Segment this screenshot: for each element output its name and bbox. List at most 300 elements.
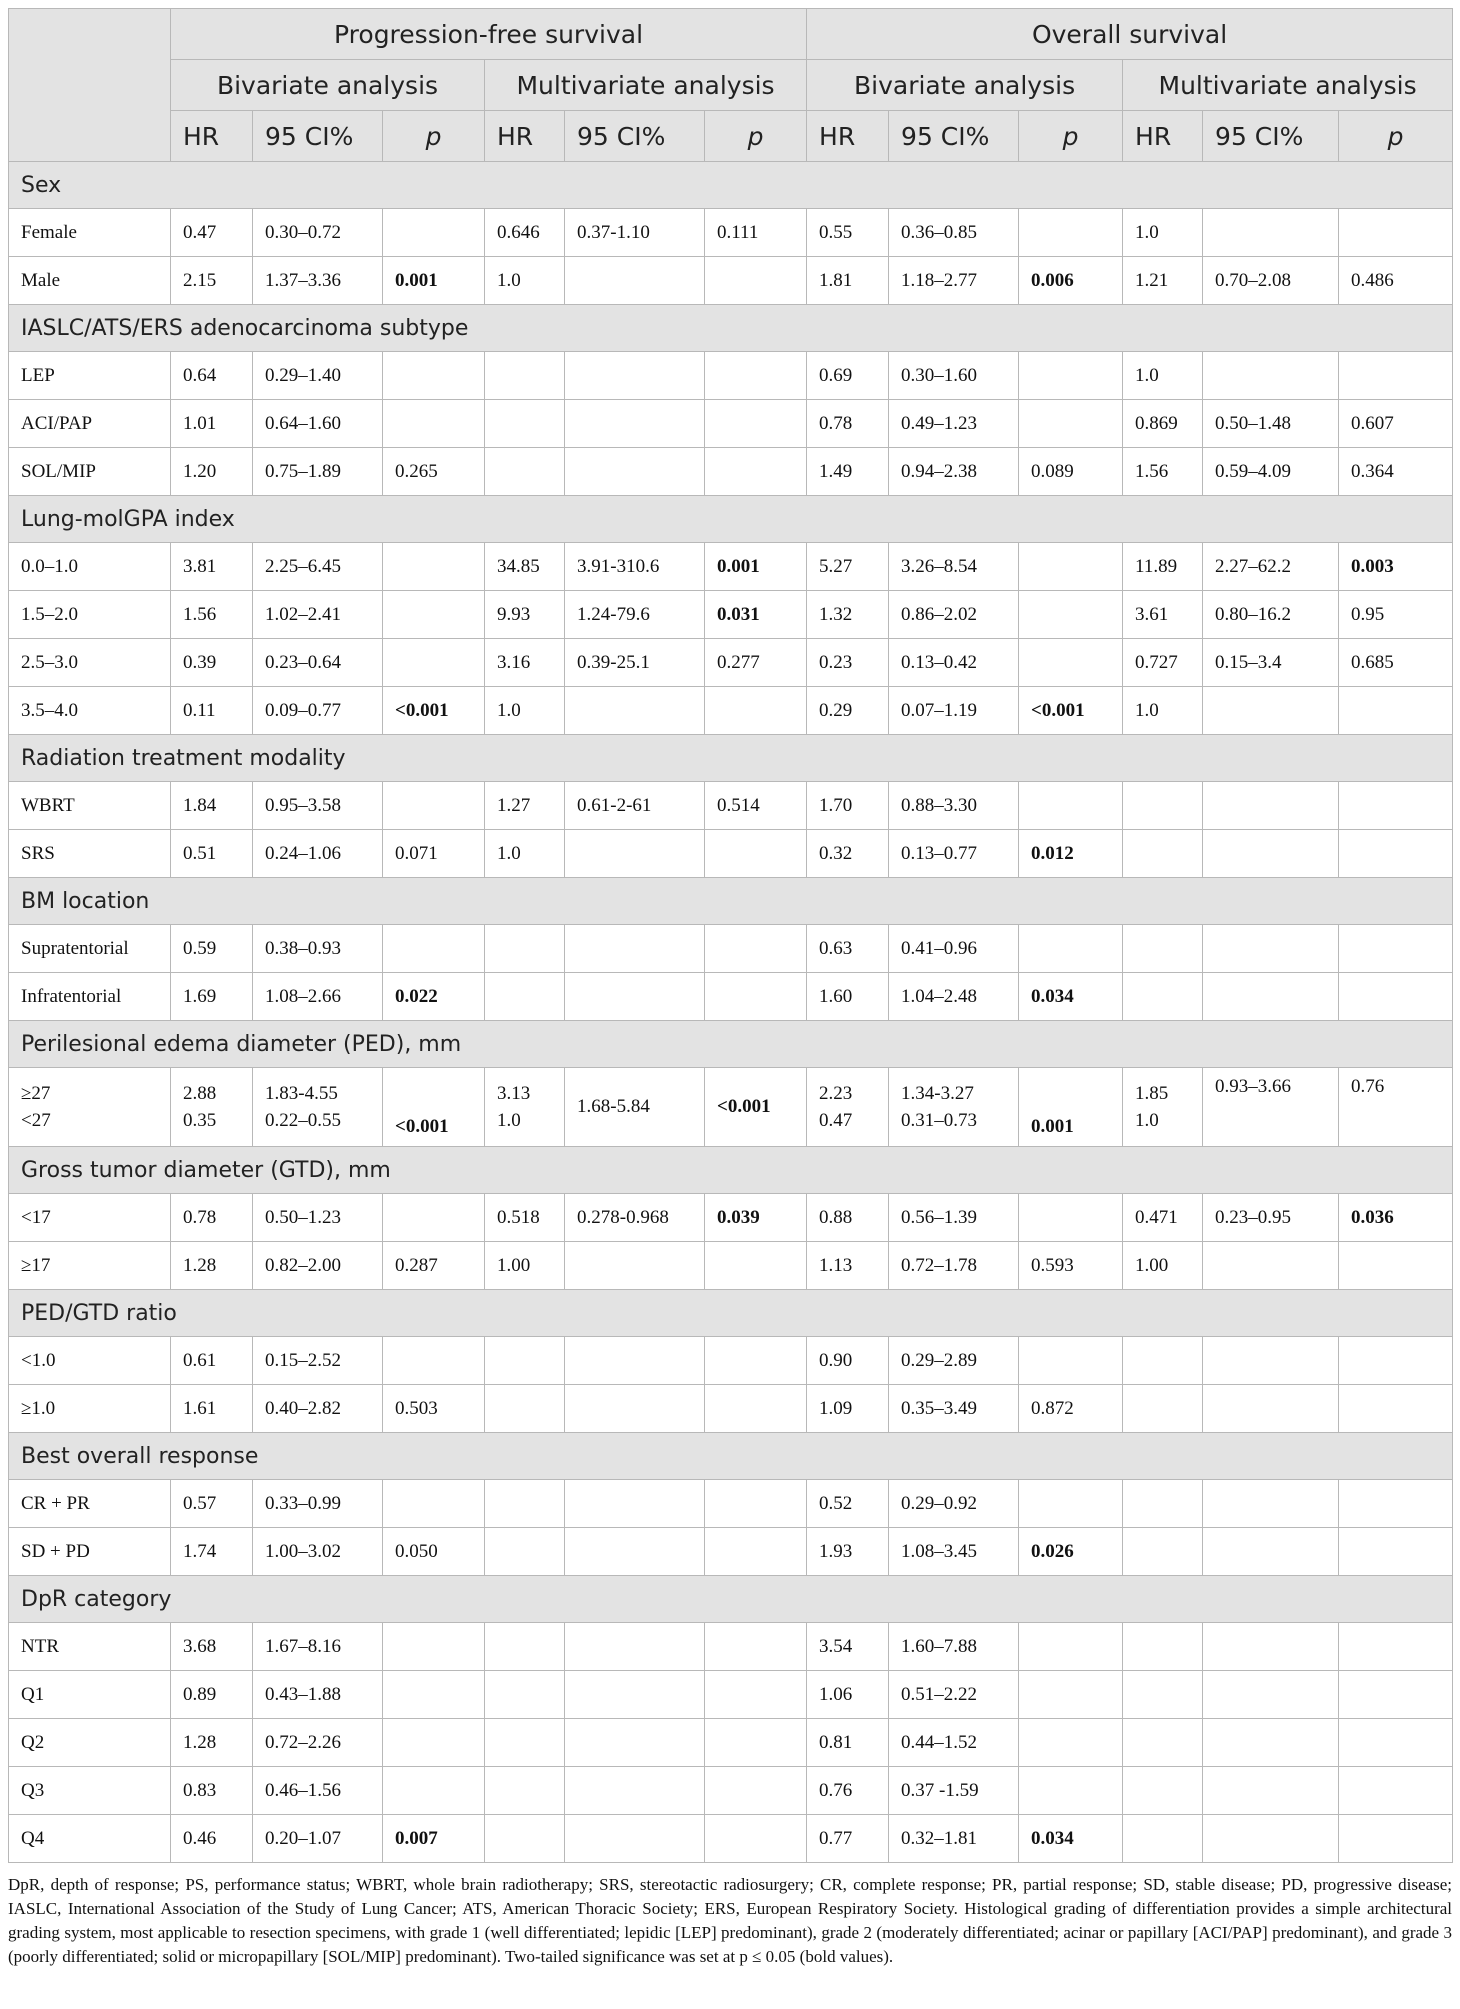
table-cell xyxy=(1203,1528,1339,1576)
table-cell: 0.94–2.38 xyxy=(889,448,1019,496)
table-cell xyxy=(1123,1385,1203,1433)
significant-value: 0.001 xyxy=(395,269,438,291)
table-cell: 0.287 xyxy=(383,1242,485,1290)
table-cell: 0.51 xyxy=(171,830,253,878)
table-cell xyxy=(705,1528,807,1576)
table-cell xyxy=(1019,782,1123,830)
header-os-multivariate: Multivariate analysis xyxy=(1123,60,1453,111)
table-cell: 1.56 xyxy=(1123,448,1203,496)
table-cell: 0.13–0.42 xyxy=(889,639,1019,687)
significant-value: 0.001 xyxy=(717,555,760,577)
table-cell: 5.27 xyxy=(807,543,889,591)
table-cell xyxy=(1339,1242,1453,1290)
table-cell: 1.32 xyxy=(807,591,889,639)
table-cell: 1.00–3.02 xyxy=(253,1528,383,1576)
row-label: LEP xyxy=(9,352,171,400)
table-row xyxy=(9,1719,1453,1767)
table-cell xyxy=(1019,1337,1123,1385)
row-label: Supratentorial xyxy=(9,925,171,973)
table-cell xyxy=(565,1719,705,1767)
table-cell: 1.0 xyxy=(1123,352,1203,400)
section-row xyxy=(9,1576,1453,1623)
header-blank xyxy=(9,9,171,162)
table-cell: 0.88–3.30 xyxy=(889,782,1019,830)
table-cell xyxy=(383,1671,485,1719)
table-cell: 1.27 xyxy=(485,782,565,830)
table-cell: 0.40–2.82 xyxy=(253,1385,383,1433)
table-cell: 0.503 xyxy=(383,1385,485,1433)
table-row-ped xyxy=(9,1068,1453,1147)
table-cell: 0.51–2.22 xyxy=(889,1671,1019,1719)
table-cell: 0.70–2.08 xyxy=(1203,257,1339,305)
table-cell xyxy=(1123,1480,1203,1528)
cell-line: 0.47 xyxy=(819,1110,853,1131)
table-cell: 0.471 xyxy=(1123,1194,1203,1242)
table-cell xyxy=(1339,1767,1453,1815)
table-cell: 0.46–1.56 xyxy=(253,1767,383,1815)
table-cell: 0.72–2.26 xyxy=(253,1719,383,1767)
table-cell xyxy=(565,687,705,735)
table-cell xyxy=(1019,591,1123,639)
table-cell xyxy=(485,1815,565,1863)
cell-line: <27 xyxy=(21,1110,51,1131)
table-cell: 1.56 xyxy=(171,591,253,639)
table-cell: 0.486 xyxy=(1339,257,1453,305)
table-cell xyxy=(1339,543,1453,591)
table-cell: 1.0 xyxy=(485,830,565,878)
table-row xyxy=(9,1194,1453,1242)
row-label: Male xyxy=(9,257,171,305)
row-label: ≥17 xyxy=(9,1242,171,1290)
table-cell xyxy=(485,925,565,973)
table-cell: 0.32 xyxy=(807,830,889,878)
table-cell: 0.29 xyxy=(807,687,889,735)
significant-value: <0.001 xyxy=(717,1096,771,1117)
table-cell xyxy=(1019,687,1123,735)
table-cell xyxy=(1339,830,1453,878)
table-cell xyxy=(383,1480,485,1528)
table-cell xyxy=(705,687,807,735)
row-label: WBRT xyxy=(9,782,171,830)
row-label: <17 xyxy=(9,1194,171,1242)
table-cell: 1.49 xyxy=(807,448,889,496)
table-cell: 0.78 xyxy=(171,1194,253,1242)
table-cell: 0.39-25.1 xyxy=(565,639,705,687)
table-cell: 1.04–2.48 xyxy=(889,973,1019,1021)
table-cell: 0.38–0.93 xyxy=(253,925,383,973)
significant-value: 0.026 xyxy=(1031,1540,1074,1562)
table-cell: 0.72–1.78 xyxy=(889,1242,1019,1290)
significant-value: 0.039 xyxy=(717,1206,760,1228)
table-cell xyxy=(705,1194,807,1242)
table-cell xyxy=(1203,925,1339,973)
table-cell: 0.50–1.23 xyxy=(253,1194,383,1242)
cell-line: 1.0 xyxy=(1135,1110,1159,1131)
table-cell: 0.20–1.07 xyxy=(253,1815,383,1863)
table-cell xyxy=(1339,1337,1453,1385)
table-cell: 0.09–0.77 xyxy=(253,687,383,735)
cell-line: 0.31–0.73 xyxy=(901,1110,978,1131)
table-cell xyxy=(1203,1242,1339,1290)
cell-line: ≥27 xyxy=(21,1083,51,1104)
table-cell: 1.68-5.84 xyxy=(565,1068,705,1147)
table-cell xyxy=(1123,1767,1203,1815)
table-cell xyxy=(253,1068,383,1147)
header-hr: HR xyxy=(485,111,565,162)
row-label: ACI/PAP xyxy=(9,400,171,448)
table-cell: 1.08–3.45 xyxy=(889,1528,1019,1576)
table-cell xyxy=(1123,782,1203,830)
section-title: IASLC/ATS/ERS adenocarcinoma subtype xyxy=(9,305,1453,352)
table-row xyxy=(9,352,1453,400)
table-cell: 0.43–1.88 xyxy=(253,1671,383,1719)
table-cell: 0.95 xyxy=(1339,591,1453,639)
table-cell: 0.88 xyxy=(807,1194,889,1242)
table-cell xyxy=(1019,830,1123,878)
table-cell xyxy=(485,1068,565,1147)
table-cell: 1.01 xyxy=(171,400,253,448)
table-cell xyxy=(383,687,485,735)
table-cell xyxy=(705,448,807,496)
table-cell xyxy=(485,1671,565,1719)
table-cell: 0.23 xyxy=(807,639,889,687)
table-cell xyxy=(1203,352,1339,400)
table-row xyxy=(9,448,1453,496)
table-cell xyxy=(1203,1480,1339,1528)
significant-value: 0.031 xyxy=(717,603,760,625)
table-cell: 0.59 xyxy=(171,925,253,973)
survival-analysis-table xyxy=(8,8,1453,1863)
table-cell xyxy=(485,1385,565,1433)
section-row xyxy=(9,735,1453,782)
table-cell: 0.089 xyxy=(1019,448,1123,496)
table-cell: 0.29–2.89 xyxy=(889,1337,1019,1385)
table-cell xyxy=(1019,1528,1123,1576)
table-cell xyxy=(383,400,485,448)
table-row xyxy=(9,1528,1453,1576)
table-cell xyxy=(1339,925,1453,973)
table-cell: 3.68 xyxy=(171,1623,253,1671)
section-title: Best overall response xyxy=(9,1433,1453,1480)
table-cell: 0.37 -1.59 xyxy=(889,1767,1019,1815)
table-cell xyxy=(565,1385,705,1433)
table-cell xyxy=(1123,1719,1203,1767)
table-row xyxy=(9,1337,1453,1385)
section-row xyxy=(9,496,1453,543)
table-cell xyxy=(485,973,565,1021)
table-cell xyxy=(565,1242,705,1290)
table-cell xyxy=(1123,1623,1203,1671)
section-row xyxy=(9,1290,1453,1337)
row-label: ≥1.0 xyxy=(9,1385,171,1433)
table-cell: 0.86–2.02 xyxy=(889,591,1019,639)
table-cell: 0.77 xyxy=(807,1815,889,1863)
table-cell xyxy=(1203,1719,1339,1767)
significant-value: 0.007 xyxy=(395,1827,438,1849)
cell-line: 2.88 xyxy=(183,1083,217,1104)
table-cell xyxy=(1339,1671,1453,1719)
table-cell: 0.277 xyxy=(705,639,807,687)
table-cell: 0.727 xyxy=(1123,639,1203,687)
table-cell: 0.80–16.2 xyxy=(1203,591,1339,639)
table-cell: 1.08–2.66 xyxy=(253,973,383,1021)
table-cell xyxy=(485,352,565,400)
section-title: BM location xyxy=(9,878,1453,925)
table-cell: 0.518 xyxy=(485,1194,565,1242)
table-cell xyxy=(1019,1480,1123,1528)
table-cell xyxy=(1339,1623,1453,1671)
table-cell xyxy=(705,1719,807,1767)
table-row xyxy=(9,257,1453,305)
significant-value: 0.012 xyxy=(1031,842,1074,864)
table-cell: 1.69 xyxy=(171,973,253,1021)
table-cell: 34.85 xyxy=(485,543,565,591)
table-cell xyxy=(565,1815,705,1863)
table-cell xyxy=(1339,1815,1453,1863)
table-cell: 0.61-2-61 xyxy=(565,782,705,830)
table-cell xyxy=(1123,973,1203,1021)
table-cell: 0.63 xyxy=(807,925,889,973)
table-cell: 0.64–1.60 xyxy=(253,400,383,448)
table-cell: 0.278-0.968 xyxy=(565,1194,705,1242)
table-cell xyxy=(705,257,807,305)
header-p: p xyxy=(1339,111,1453,162)
table-cell xyxy=(1019,1719,1123,1767)
table-cell xyxy=(705,1385,807,1433)
table-cell: 0.52 xyxy=(807,1480,889,1528)
row-label: NTR xyxy=(9,1623,171,1671)
table-cell: 1.84 xyxy=(171,782,253,830)
table-cell xyxy=(565,1480,705,1528)
table-cell xyxy=(1019,1623,1123,1671)
table-cell: 0.23–0.95 xyxy=(1203,1194,1339,1242)
significant-value: 0.003 xyxy=(1351,555,1394,577)
table-cell: 0.64 xyxy=(171,352,253,400)
row-label: Infratentorial xyxy=(9,973,171,1021)
table-cell xyxy=(1123,1337,1203,1385)
table-cell xyxy=(1123,1528,1203,1576)
table-cell xyxy=(171,1068,253,1147)
table-body xyxy=(9,162,1453,1863)
table-cell: 0.46 xyxy=(171,1815,253,1863)
row-label: 3.5–4.0 xyxy=(9,687,171,735)
table-cell: 1.28 xyxy=(171,1242,253,1290)
table-cell xyxy=(565,448,705,496)
table-cell xyxy=(383,1623,485,1671)
table-cell xyxy=(705,591,807,639)
table-cell xyxy=(1203,1623,1339,1671)
table-cell xyxy=(383,543,485,591)
section-row xyxy=(9,1147,1453,1194)
cell-line: 1.34-3.27 xyxy=(901,1083,974,1104)
table-row xyxy=(9,1623,1453,1671)
table-cell xyxy=(565,1528,705,1576)
table-cell: 0.29–0.92 xyxy=(889,1480,1019,1528)
table-cell xyxy=(1123,1815,1203,1863)
table-cell: 0.11 xyxy=(171,687,253,735)
table-cell: 0.82–2.00 xyxy=(253,1242,383,1290)
table-row xyxy=(9,782,1453,830)
table-container xyxy=(8,8,1452,1969)
table-cell xyxy=(383,639,485,687)
table-cell xyxy=(1019,209,1123,257)
table-cell xyxy=(705,400,807,448)
table-cell xyxy=(383,1337,485,1385)
table-row xyxy=(9,973,1453,1021)
cell-line: 3.13 xyxy=(497,1083,531,1104)
table-cell xyxy=(1019,352,1123,400)
table-row xyxy=(9,209,1453,257)
table-cell xyxy=(1019,973,1123,1021)
header-hr: HR xyxy=(807,111,889,162)
table-cell: 1.09 xyxy=(807,1385,889,1433)
table-cell: 1.28 xyxy=(171,1719,253,1767)
section-title: Lung-molGPA index xyxy=(9,496,1453,543)
table-cell xyxy=(1203,687,1339,735)
table-cell xyxy=(383,1194,485,1242)
table-cell: 0.35–3.49 xyxy=(889,1385,1019,1433)
table-cell xyxy=(705,1671,807,1719)
table-cell xyxy=(1019,1068,1123,1147)
table-cell xyxy=(485,1528,565,1576)
table-cell xyxy=(565,1337,705,1385)
table-cell xyxy=(383,257,485,305)
table-cell: 11.89 xyxy=(1123,543,1203,591)
significant-value: 0.022 xyxy=(395,985,438,1007)
table-cell xyxy=(383,352,485,400)
section-title: Gross tumor diameter (GTD), mm xyxy=(9,1147,1453,1194)
table-cell xyxy=(1339,1385,1453,1433)
table-cell: 1.0 xyxy=(1123,687,1203,735)
table-cell: 0.95–3.58 xyxy=(253,782,383,830)
row-label: SRS xyxy=(9,830,171,878)
table-cell xyxy=(1019,1767,1123,1815)
table-cell xyxy=(485,400,565,448)
header-hr: HR xyxy=(1123,111,1203,162)
table-cell: 0.75–1.89 xyxy=(253,448,383,496)
section-title: Perilesional edema diameter (PED), mm xyxy=(9,1021,1453,1068)
table-row xyxy=(9,591,1453,639)
table-cell: 0.593 xyxy=(1019,1242,1123,1290)
table-cell: 0.514 xyxy=(705,782,807,830)
table-cell xyxy=(1339,1480,1453,1528)
table-cell: 0.29–1.40 xyxy=(253,352,383,400)
table-cell: 1.20 xyxy=(171,448,253,496)
table-cell: 1.60–7.88 xyxy=(889,1623,1019,1671)
table-cell: 0.47 xyxy=(171,209,253,257)
header-ci: 95 CI% xyxy=(253,111,383,162)
table-cell: 0.81 xyxy=(807,1719,889,1767)
table-cell: 0.78 xyxy=(807,400,889,448)
table-cell: 0.61 xyxy=(171,1337,253,1385)
table-cell xyxy=(705,352,807,400)
table-cell: 0.36–0.85 xyxy=(889,209,1019,257)
table-cell xyxy=(565,973,705,1021)
table-cell xyxy=(565,925,705,973)
table-cell xyxy=(705,1480,807,1528)
section-title: DpR category xyxy=(9,1576,1453,1623)
row-label: Female xyxy=(9,209,171,257)
table-cell xyxy=(1123,925,1203,973)
table-cell xyxy=(383,209,485,257)
table-cell xyxy=(383,1068,485,1147)
table-cell: 0.32–1.81 xyxy=(889,1815,1019,1863)
table-cell xyxy=(1339,687,1453,735)
table-cell: 0.07–1.19 xyxy=(889,687,1019,735)
header-ci: 95 CI% xyxy=(889,111,1019,162)
table-cell: 0.55 xyxy=(807,209,889,257)
significant-value: <0.001 xyxy=(395,699,449,721)
table-cell xyxy=(1019,1815,1123,1863)
table-cell xyxy=(1339,1194,1453,1242)
table-cell: 0.90 xyxy=(807,1337,889,1385)
table-cell: 0.071 xyxy=(383,830,485,878)
table-cell xyxy=(705,1623,807,1671)
table-cell: 2.15 xyxy=(171,257,253,305)
table-cell xyxy=(383,1719,485,1767)
table-cell xyxy=(1123,1671,1203,1719)
table-row xyxy=(9,1480,1453,1528)
table-cell xyxy=(1019,543,1123,591)
header-os: Overall survival xyxy=(807,9,1453,60)
table-cell: 0.33–0.99 xyxy=(253,1480,383,1528)
table-cell xyxy=(1123,1068,1203,1147)
table-cell: 3.26–8.54 xyxy=(889,543,1019,591)
cell-line: 1.83-4.55 xyxy=(265,1083,338,1104)
table-cell: 0.30–1.60 xyxy=(889,352,1019,400)
table-cell xyxy=(1019,257,1123,305)
table-cell xyxy=(565,400,705,448)
cell-line: 0.22–0.55 xyxy=(265,1110,341,1131)
table-cell: 1.93 xyxy=(807,1528,889,1576)
row-label: 1.5–2.0 xyxy=(9,591,171,639)
table-cell: 1.02–2.41 xyxy=(253,591,383,639)
table-cell xyxy=(1123,830,1203,878)
table-cell: 0.41–0.96 xyxy=(889,925,1019,973)
section-row xyxy=(9,1021,1453,1068)
cell-line: 1.85 xyxy=(1135,1083,1169,1104)
header-p: p xyxy=(705,111,807,162)
table-cell: 0.15–3.4 xyxy=(1203,639,1339,687)
table-row xyxy=(9,400,1453,448)
table-cell: 1.18–2.77 xyxy=(889,257,1019,305)
section-title: Sex xyxy=(9,162,1453,209)
table-row xyxy=(9,639,1453,687)
row-label: 2.5–3.0 xyxy=(9,639,171,687)
table-cell: 1.81 xyxy=(807,257,889,305)
table-cell: 1.70 xyxy=(807,782,889,830)
table-cell: 0.56–1.39 xyxy=(889,1194,1019,1242)
row-label: <1.0 xyxy=(9,1337,171,1385)
table-cell xyxy=(705,1337,807,1385)
table-row xyxy=(9,1242,1453,1290)
table-cell xyxy=(1019,400,1123,448)
table-cell: 0.265 xyxy=(383,448,485,496)
table-cell: 0.76 xyxy=(807,1767,889,1815)
table-cell: 1.0 xyxy=(1123,209,1203,257)
table-cell xyxy=(705,925,807,973)
table-cell: 3.81 xyxy=(171,543,253,591)
significant-value: <0.001 xyxy=(395,1116,449,1137)
table-cell: 0.24–1.06 xyxy=(253,830,383,878)
row-label: Q3 xyxy=(9,1767,171,1815)
table-cell xyxy=(383,925,485,973)
table-cell xyxy=(565,352,705,400)
table-footnote: DpR, depth of response; PS, performance status; WBRT, whole brain radiotherapy; SRS, stereotactic radiosurgery; CR, complete response; PR, partial response; SD, stable disease; PD, progressive disease; IASLC, International Association of the Study of Lung Cancer; ATS, American Thoracic Society; ERS, European Respiratory Society. Histological grading of differentiation provides a simple architectural grading system, most applicable to resection specimens, with grade 1 (well differentiated; lepidic [LEP] predominant), grade 2 (moderately differentiated; acinar or papillary [ACI/PAP] predominant), and grade 3 (poorly differentiated; solid or micropapillary [SOL/MIP] predominant). Two-tailed significance was set at p ≤ 0.05 (bold values). xyxy=(8,1875,1452,1966)
header-ci: 95 CI% xyxy=(1203,111,1339,162)
table-cell: 0.76 xyxy=(1339,1068,1453,1147)
table-cell: 0.646 xyxy=(485,209,565,257)
